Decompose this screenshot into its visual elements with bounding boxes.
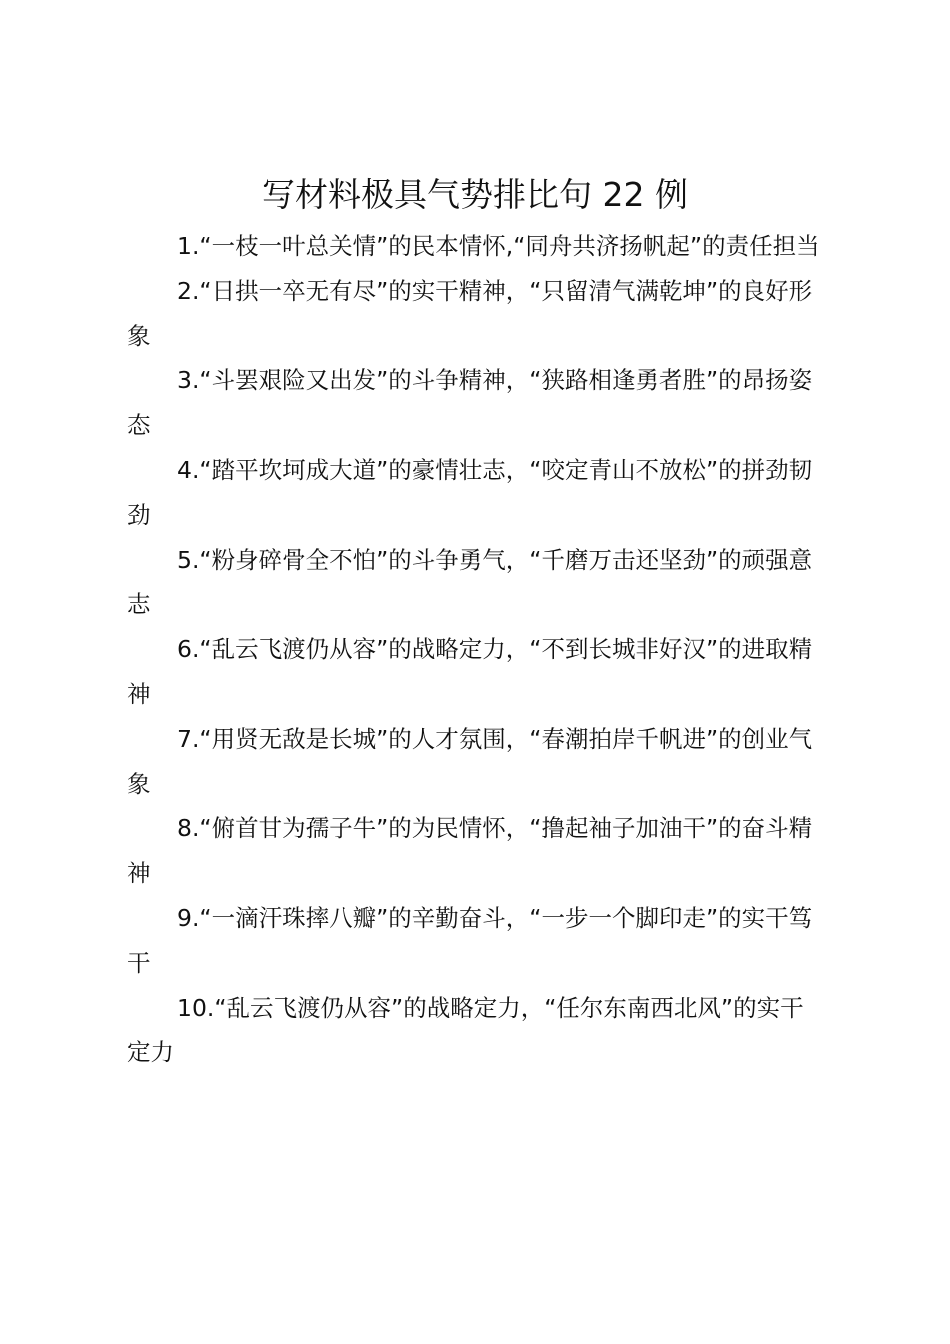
list-item: 1.“一枝一叶总关情”的民本情怀,“同舟共济扬帆起”的责任担当 <box>177 232 820 260</box>
list-item: 8.“俯首甘为孺子牛”的为民情怀，“撸起袖子加油干”的奋斗精神 <box>127 814 813 888</box>
list-item: 4.“踏平坎坷成大道”的豪情壮志，“咬定青山不放松”的拼劲韧劲 <box>127 455 813 529</box>
list-item: 3.“斗罢艰险又出发”的斗争精神，“狭路相逢勇者胜”的昂扬姿态 <box>127 366 813 440</box>
item-list <box>127 224 827 1075</box>
list-item: 9.“一滴汗珠摔八瓣”的辛勤奋斗，“一步一个脚印走”的实干笃干 <box>127 903 813 977</box>
document-title: 写材料极具气势排比句 22 例 <box>262 175 688 214</box>
list-item: 10.“乱云飞渡仍从容”的战略定力，“任尔东南西北风”的实干定力 <box>127 993 804 1067</box>
list-item: 2.“日拱一卒无有尽”的实干精神，“只留清气满乾坤”的良好形象 <box>127 276 813 350</box>
list-item: 7.“用贤无敌是长城”的人才氛围，“春潮拍岸千帆进”的创业气象 <box>127 724 813 798</box>
list-item: 5.“粉身碎骨全不怕”的斗争勇气，“千磨万击还坚劲”的顽强意志 <box>127 545 813 619</box>
list-item: 6.“乱云飞渡仍从容”的战略定力，“不到长城非好汉”的进取精神 <box>127 635 813 708</box>
